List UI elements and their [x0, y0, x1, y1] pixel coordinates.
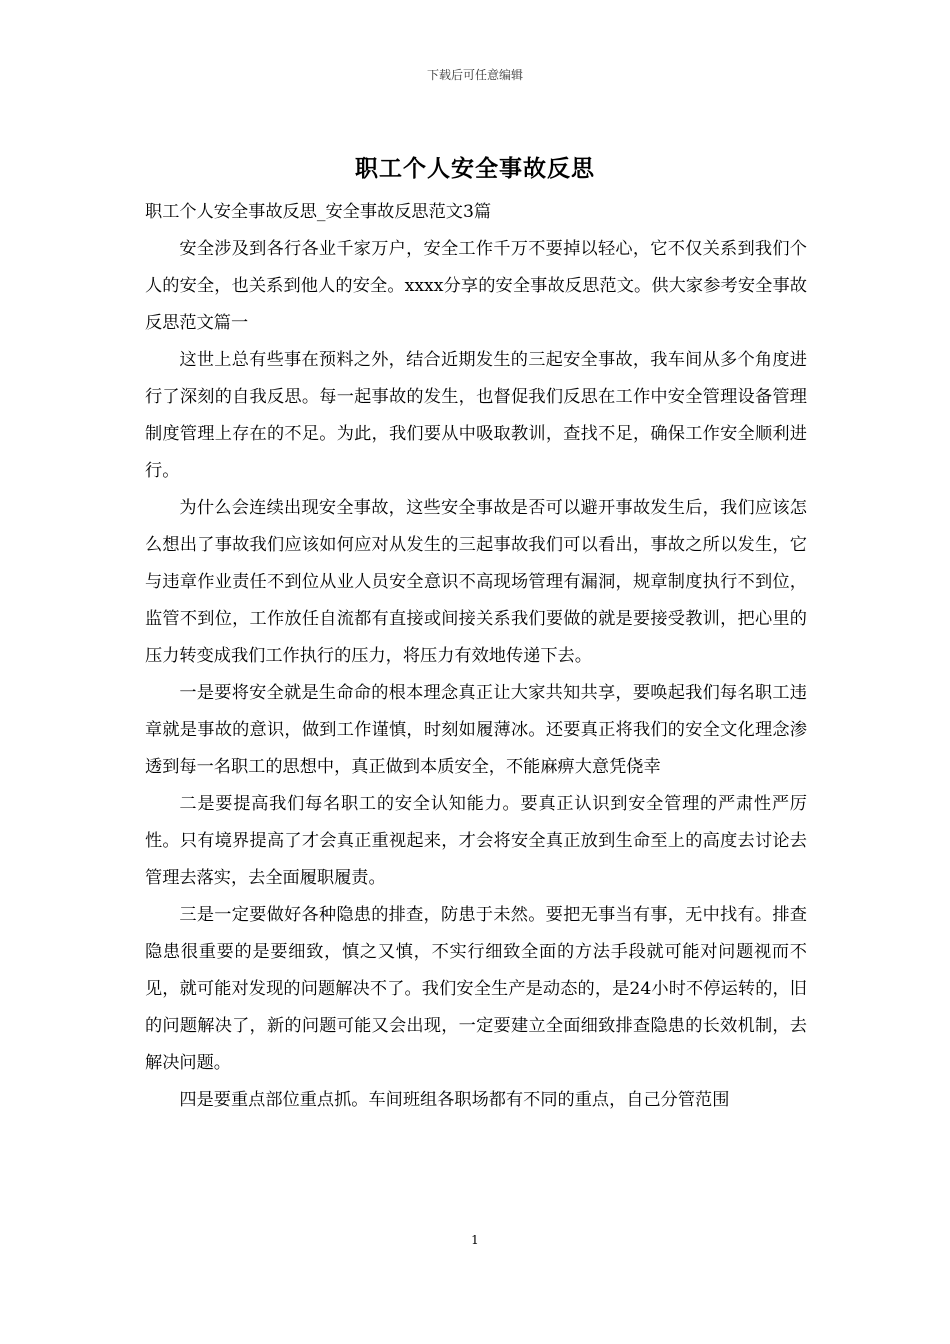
- document-body: [145, 194, 807, 1119]
- header-note: 下载后可任意编辑: [426, 68, 523, 82]
- paragraph-reflection: 这世上总有些事在预料之外，结合近期发生的三起安全事故，我车间从多个角度进行了深刻的自我反思。每一起事故的发生，也督促我们反思在工作中安全管理设备管理制度管理上存在的不足。为此，我们要从中吸取教训，查找不足，确保工作安全顺利进行。: [145, 350, 807, 481]
- paragraph-point-one: 一是要将安全就是生命命的根本理念真正让大家共知共享，要唤起我们每名职工违章就是事故的意识，做到工作谨慎，时刻如履薄冰。还要真正将我们的安全文化理念渗透到每一名职工的思想中，真正做到本质安全，不能麻痹大意凭侥幸: [145, 683, 807, 777]
- page-number: 1: [471, 1233, 479, 1247]
- paragraph-point-two: 二是要提高我们每名职工的安全认知能力。要真正认识到安全管理的严肃性严厉性。只有境界提高了才会真正重视起来，才会将安全真正放到生命至上的高度去讨论去管理去落实，去全面履职履责。: [145, 794, 807, 888]
- paragraph-intro: 安全涉及到各行各业千家万户，安全工作千万不要掉以轻心，它不仅关系到我们个人的安全，也关系到他人的安全。xxxx分享的安全事故反思范文。供大家参考安全事故反思范文篇一: [145, 239, 807, 333]
- paragraph-point-three: 三是一定要做好各种隐患的排查，防患于未然。要把无事当有事，无中找有。排查隐患很重要的是要细致，慎之又慎，不实行细致全面的方法手段就可能对问题视而不见，就可能对发现的问题解决不了。我们安全生产是动态的，是24小时不停运转的，旧的问题解决了，新的问题可能又会出现，一定要建立全面细致排查隐患的长效机制，去解决问题。: [145, 905, 807, 1073]
- document-subtitle: 职工个人安全事故反思_安全事故反思范文3篇: [145, 202, 492, 222]
- paragraph-causes: 为什么会连续出现安全事故，这些安全事故是否可以避开事故发生后，我们应该怎么想出了事故我们应该如何应对从发生的三起事故我们可以看出，事故之所以发生，它与违章作业责任不到位从业人员安全意识不高现场管理有漏洞，规章制度执行不到位，监管不到位，工作放任自流都有直接或间接关系我们要做的就是要接受教训，把心里的压力转变成我们工作执行的压力，将压力有效地传递下去。: [145, 498, 807, 666]
- paragraph-point-four: 四是要重点部位重点抓。车间班组各职场都有不同的重点，自己分管范围: [179, 1090, 730, 1110]
- document-title: 职工个人安全事故反思: [355, 155, 595, 182]
